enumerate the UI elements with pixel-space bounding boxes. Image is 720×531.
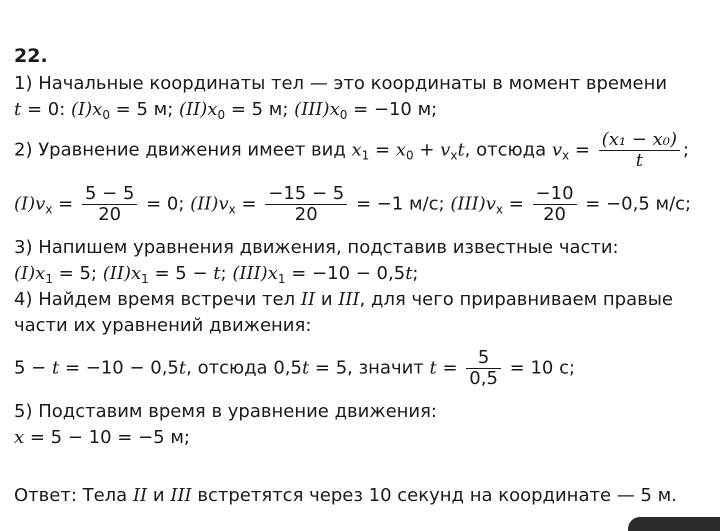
v-symbol: v xyxy=(551,139,563,161)
fraction-denominator: t xyxy=(635,150,643,171)
problem-number: 22. xyxy=(14,45,48,67)
fraction-2 xyxy=(265,184,347,225)
velocity-fraction xyxy=(599,130,680,171)
answer-text-c: встретятся через 10 секунд на координате — 5 м. xyxy=(191,485,677,506)
sub-x: x xyxy=(228,202,236,217)
v-symbol: v xyxy=(440,139,451,161)
conjunction: и xyxy=(315,289,339,310)
body-label-2: II xyxy=(132,485,148,506)
t-symbol: t xyxy=(213,263,221,284)
result-2: = −1 м/с; xyxy=(350,193,451,215)
x-symbol: x xyxy=(14,427,25,448)
t-symbol: t xyxy=(301,357,310,379)
plus: + xyxy=(413,139,441,161)
v-symbol: v xyxy=(35,193,46,215)
fraction-denominator: 20 xyxy=(294,204,318,225)
x0-value-1: = 5 м; xyxy=(109,99,180,120)
result-1: = 0; xyxy=(140,193,191,215)
body-label-2: (II) xyxy=(179,99,208,120)
x-symbol: x xyxy=(130,263,142,284)
sub-0: 0 xyxy=(217,108,226,122)
sub-1: 1 xyxy=(277,272,286,286)
step3-line2 xyxy=(14,262,419,286)
sub-1: 1 xyxy=(361,148,370,163)
step2-line2: $(I)v_x$ = $\frac{5 - 5}{20}$ = 0; $(II)v_x$ = $\frac{-15 - 5}{20}$ = −1 м/с; $(III)v_x$ = $\frac{-10}{20}$ = −0,5 м/с; xyxy=(14,183,692,225)
t-symbol: t xyxy=(405,263,413,284)
fraction-numerator: −15 − 5 xyxy=(265,184,347,205)
eq-part: = 5, значит xyxy=(309,357,430,379)
hence-text: , отсюда xyxy=(464,139,552,161)
step5-line1: 5) Подставим время в уравнение движения: xyxy=(14,401,437,422)
body-label-2: (II) xyxy=(190,193,219,215)
time-fraction xyxy=(466,348,501,389)
sub-x: x xyxy=(495,202,503,217)
t-symbol: t xyxy=(457,139,465,161)
x0-symbol: x xyxy=(329,99,340,120)
v-symbol: v xyxy=(218,193,229,215)
fraction-denominator: 20 xyxy=(543,204,566,225)
equation-2: = 5 − xyxy=(148,263,214,284)
conjunction: и xyxy=(147,485,171,506)
eq-part: 5 − xyxy=(14,357,52,379)
sub-0: 0 xyxy=(405,148,414,163)
step1-line2 xyxy=(14,98,437,122)
eq-result: = 10 с; xyxy=(503,357,576,379)
body-label-2: II xyxy=(300,289,316,310)
t-var: t xyxy=(14,99,22,120)
answer-text-a: Ответ: Тела xyxy=(14,485,133,506)
t-symbol: t xyxy=(178,357,187,379)
equation-1: = 5; xyxy=(52,263,103,284)
x-symbol: x xyxy=(267,263,278,284)
fraction-denominator: 0,5 xyxy=(469,368,498,389)
x0-value-2: = 5 м; xyxy=(225,99,295,120)
fraction-numerator: −10 xyxy=(533,184,577,205)
fraction-numerator: (x₁ − x₀) xyxy=(599,130,680,151)
fraction-numerator: 5 xyxy=(466,348,501,369)
t-symbol: t xyxy=(51,357,60,379)
body-label-3: (III) xyxy=(450,193,486,215)
x0-symbol: x xyxy=(207,99,218,120)
t-equals: = 0: xyxy=(21,99,71,120)
body-label-3: (III) xyxy=(232,263,268,284)
eq-part: , отсюда 0,5 xyxy=(186,357,302,379)
fraction-denominator: 20 xyxy=(98,204,122,225)
semicolon: ; xyxy=(682,139,690,161)
step2-text: 2) Уравнение движения имеет вид xyxy=(14,139,352,161)
x-symbol: x xyxy=(35,263,46,284)
x0-symbol: x xyxy=(92,99,103,120)
step4-equation xyxy=(14,348,575,389)
equation-3: = −10 − 0,5 xyxy=(285,263,406,284)
body-label-3: (III) xyxy=(294,99,330,120)
separator: ; xyxy=(412,263,419,284)
eq-part: = xyxy=(436,357,464,379)
answer-line xyxy=(14,484,677,508)
step2-line1: 2) Уравнение движения имеет вид $x_1 = x_0 + v_xt$, отсюда $v_x$ = $\frac{\text{(x₁ − x₀)}}{t}$ ; xyxy=(14,129,690,171)
body-label-2: (II) xyxy=(102,263,131,284)
step4-text-a: 4) Найдем время встречи тел xyxy=(14,289,301,310)
result-3: = −0,5 м/с; xyxy=(579,193,692,215)
fraction-1 xyxy=(82,184,137,225)
step5-equation: = 5 − 10 = −5 м; xyxy=(24,427,190,448)
sub-x: x xyxy=(45,202,53,217)
step5-line2 xyxy=(14,426,190,450)
separator: ; xyxy=(220,263,233,284)
step3-line1: 3) Напишем уравнения движения, подставив известные части: xyxy=(14,237,619,258)
step4-text-c: , для чего приравниваем правые xyxy=(359,289,673,310)
v-symbol: v xyxy=(485,193,496,215)
body-label-1: (I) xyxy=(71,99,93,120)
equals: = xyxy=(369,139,396,161)
solution-page xyxy=(14,0,714,531)
eq-part: = −10 − 0,5 xyxy=(59,357,179,379)
x-symbol: x xyxy=(395,139,406,161)
fraction-numerator: 5 − 5 xyxy=(82,184,137,205)
sub-x: x xyxy=(450,148,458,163)
sub-0: 0 xyxy=(102,108,110,122)
sub-x: x xyxy=(562,148,570,163)
body-label-3: III xyxy=(338,289,360,310)
step4-line2: части их уравнений движения: xyxy=(14,315,312,336)
sub-1: 1 xyxy=(141,272,149,286)
corner-overlay xyxy=(628,517,720,531)
step1-line1: 1) Начальные координаты тел — это координаты в момент времени xyxy=(14,73,668,94)
x0-value-3: = −10 м; xyxy=(347,99,438,120)
body-label-1: (I) xyxy=(14,263,36,284)
x-symbol: x xyxy=(351,139,362,161)
body-label-1: (I) xyxy=(14,193,36,215)
t-symbol: t xyxy=(429,357,437,379)
step4-line1 xyxy=(14,288,673,312)
sub-0: 0 xyxy=(339,108,348,122)
sub-1: 1 xyxy=(45,272,53,286)
fraction-3 xyxy=(533,184,577,225)
body-label-3: III xyxy=(170,485,192,506)
